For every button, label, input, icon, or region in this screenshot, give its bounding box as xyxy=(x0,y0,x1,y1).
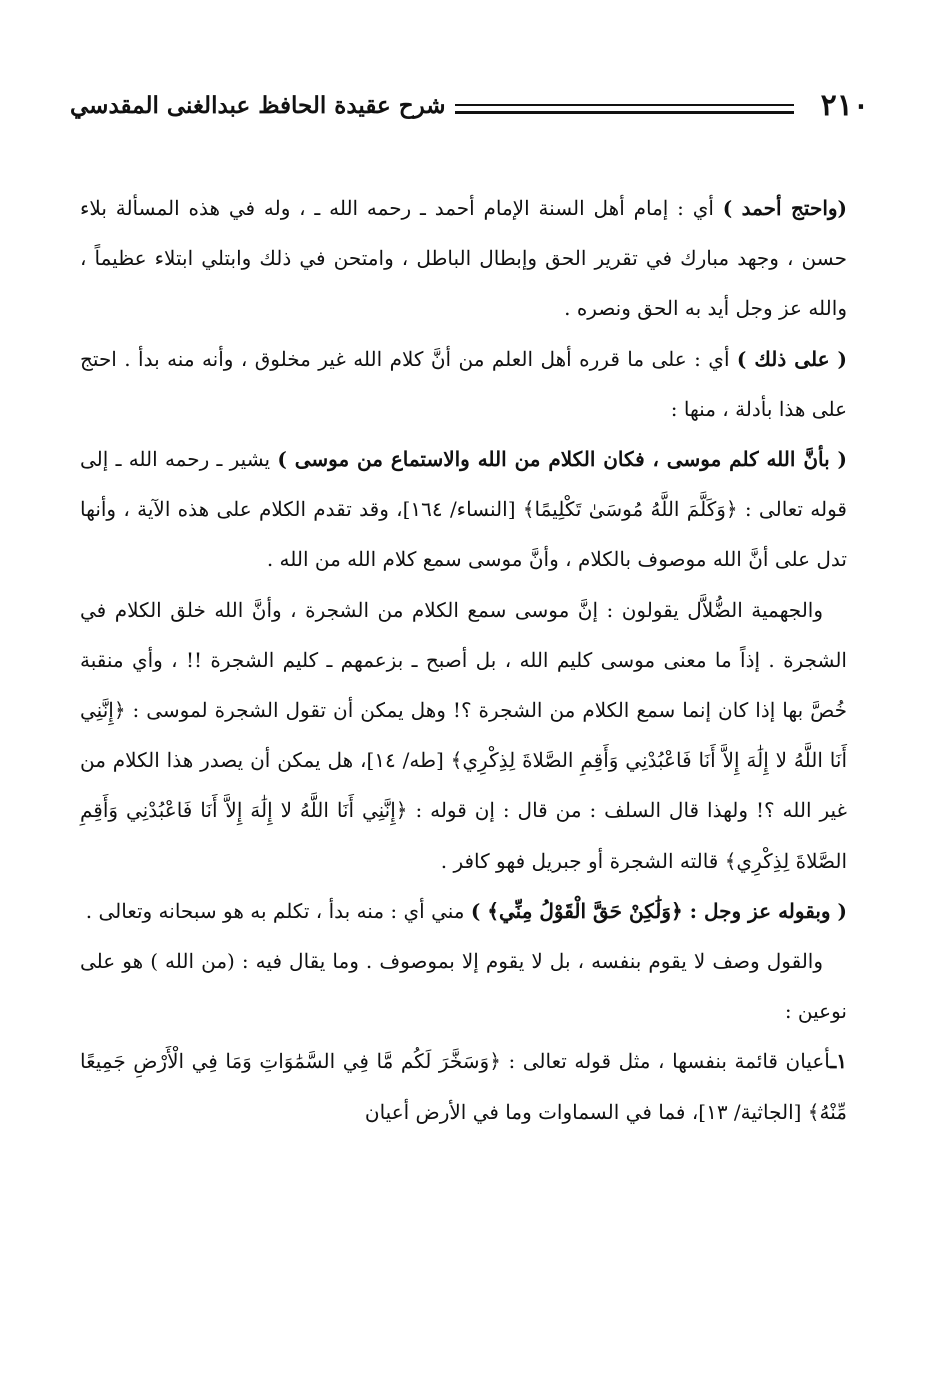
paragraph-lead: ( وبقوله عز وجل : ﴿وَلَٰكِنْ حَقَّ الْقَوْلُ مِنِّي﴾ ) xyxy=(470,898,847,923)
paragraph-text: أعيان قائمة بنفسها ، مثل قوله تعالى : ﴿وَسَخَّرَ لَكُم مَّا فِي السَّمَٰوَاتِ وَمَا فِي الْأَرْضِ جَمِيعًا مِّنْهُ﴾ [الجاثية/ ١٣]، فما في السماوات وما في الأرض أعيان xyxy=(80,1049,847,1124)
paragraph xyxy=(80,334,847,434)
page-number: ٢١٠ xyxy=(820,88,869,123)
paragraph-lead: ( على ذلك ) xyxy=(736,346,847,371)
paragraph-text: أي : على ما قرره أهل العلم من أنَّ كلام الله غير مخلوق ، وأنه منه بدأ . احتج على هذا بأدلة ، منها : xyxy=(80,346,847,421)
page-header xyxy=(70,82,869,132)
paragraph xyxy=(80,183,847,334)
paragraph-lead: (واحتج أحمد ) xyxy=(722,196,848,220)
paragraph-text: والقول وصف لا يقوم بنفسه ، بل لا يقوم إلا بموصوف . وما يقال فيه : (من الله ) هو على نوعين : xyxy=(80,949,847,1024)
page-body xyxy=(80,183,847,1137)
paragraph xyxy=(80,1036,847,1136)
paragraph xyxy=(80,886,847,936)
paragraph-text: مني أي : منه بدأ ، تكلم به هو سبحانه وتعالى . xyxy=(85,898,471,923)
paragraph-text: والجهمية الضُّلاَّل يقولون : إنَّ موسى سمع الكلام من الشجرة ، وأنَّ الله خلق الكلام في الشجرة . إذاً ما معنى موسى كليم الله ، بل أصبح ـ بزعمهم ـ كليم الشجرة !! ، وأي منقبة خُصَّ بها إذا كان إنما سمع الكلام من الشجرة ؟! وهل يمكن أن تقول الشجرة لموسى : ﴿إِنَّنِي أَنَا اللَّهُ لا إِلَٰهَ إِلاَّ أَنَا فَاعْبُدْنِي وَأَقِمِ الصَّلاةَ لِذِكْرِي﴾ [طه/ ١٤]، هل يمكن أن يصدر هذا الكلام من غير الله ؟! ولهذا قال السلف : من قال : إن قوله : ﴿إِنَّنِي أَنَا اللَّهُ لا إِلَٰهَ إِلاَّ أَنَا فَاعْبُدْنِي وَأَقِمِ الصَّلاةَ لِذِكْرِي﴾ قالته الشجرة أو جبريل فهو كافر . xyxy=(80,597,848,873)
header-rule xyxy=(455,104,794,114)
paragraph-lead: ١ـ xyxy=(830,1049,847,1074)
paragraph xyxy=(80,434,847,585)
paragraph xyxy=(80,585,847,886)
paragraph-text: يشير ـ رحمه الله ـ إلى قوله تعالى : ﴿وَكَلَّمَ اللَّهُ مُوسَىٰ تَكْلِيمًا﴾ [النساء/ ١٦٤]، وقد تقدم الكلام على هذه الآية ، وأنها تدل على أنَّ الله موصوف بالكلام ، وأنَّ موسى سمع كلام الله من الله . xyxy=(80,447,847,572)
paragraph xyxy=(80,936,847,1036)
paragraph-text: أي : إمام أهل السنة الإمام أحمد ـ رحمه الله ـ ، وله في هذه المسألة بلاء حسن ، وجهد مبارك في تقرير الحق وإبطال الباطل ، وامتحن في ذلك وابتلي ابتلاء عظيماً ، والله عز وجل أيد به الحق ونصره . xyxy=(80,196,847,321)
paragraph-lead: ( بأنَّ الله كلم موسى ، فكان الكلام من الله والاستماع من موسى ) xyxy=(277,447,847,472)
running-title: شرح عقيدة الحافظ عبدالغنى المقدسي xyxy=(70,92,446,119)
